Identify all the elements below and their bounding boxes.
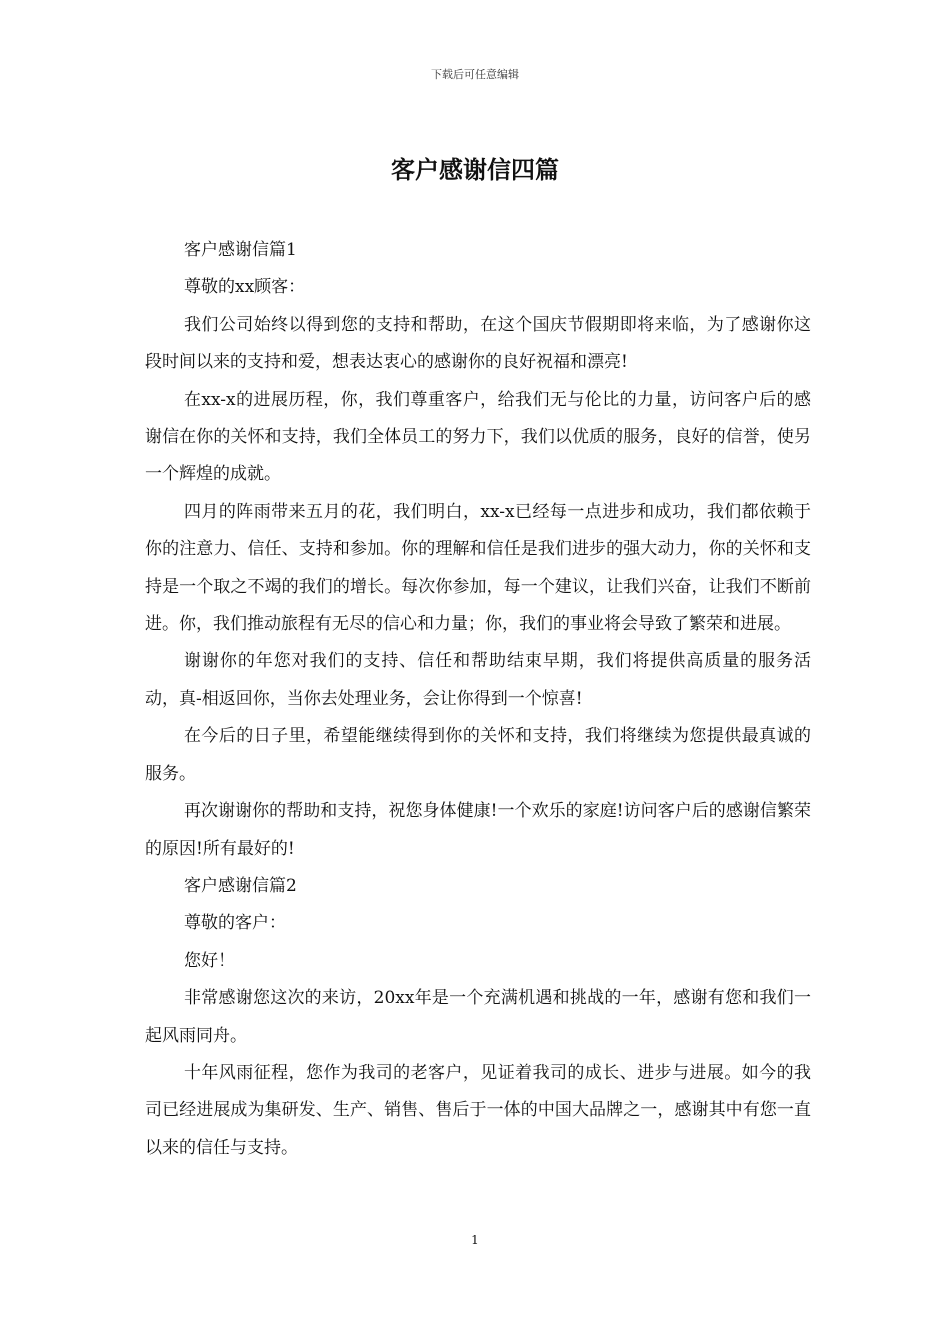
body-paragraph: 在xx-x的进展历程，你，我们尊重客户，给我们无与伦比的力量，访问客户后的感谢信在你的关怀和支持，我们全体员工的努力下，我们以优质的服务，良好的信誉，使另一个辉煌的成就。 [145,389,811,485]
body-paragraph: 四月的阵雨带来五月的花，我们明白，xx-x已经每一点进步和成功，我们都依赖于你的注意力、信任、支持和参加。你的理解和信任是我们进步的强大动力，你的关怀和支持是一个取之不竭的我们的增长。每次你参加，每一个建议，让我们兴奋，让我们不断前进。你，我们推动旅程有无尽的信心和力量；你，我们的事业将会导致了繁荣和进展。 [145,501,811,635]
document-body [145,232,811,1167]
section-heading: 客户感谢信篇2 [184,875,297,896]
section-heading: 客户感谢信篇1 [184,240,297,260]
body-paragraph: 再次谢谢你的帮助和支持，祝您身体健康!一个欢乐的家庭!访问客户后的感谢信繁荣的原因!所有最好的! [145,801,811,859]
salutation: 尊敬的客户： [184,913,286,934]
page-number: 1 [471,1233,479,1247]
body-paragraph: 谢谢你的年您对我们的支持、信任和帮助结束早期，我们将提供高质量的服务活动，真-相返回你，当你去处理业务，会让你得到一个惊喜! [145,651,811,709]
salutation: 尊敬的xx顾客： [184,277,306,298]
body-paragraph: 在今后的日子里，希望能继续得到你的关怀和支持，我们将继续为您提供最真诚的服务。 [145,726,811,784]
body-paragraph: 我们公司始终以得到您的支持和帮助，在这个国庆节假期即将来临，为了感谢你这段时间以来的支持和爱，想表达衷心的感谢你的良好祝福和漂亮! [145,314,811,373]
greeting: 您好！ [184,950,235,971]
body-paragraph: 十年风雨征程，您作为我司的老客户，见证着我司的成长、进步与进展。如今的我司已经进展成为集研发、生产、销售、售后于一体的中国大品牌之一，感谢其中有您一直以来的信任与支持。 [145,1062,811,1158]
body-paragraph: 非常感谢您这次的来访，20xx年是一个充满机遇和挑战的一年，感谢有您和我们一起风雨同舟。 [145,988,811,1046]
document-title: 客户感谢信四篇 [391,155,559,184]
header-note: 下载后可任意编辑 [431,68,519,81]
